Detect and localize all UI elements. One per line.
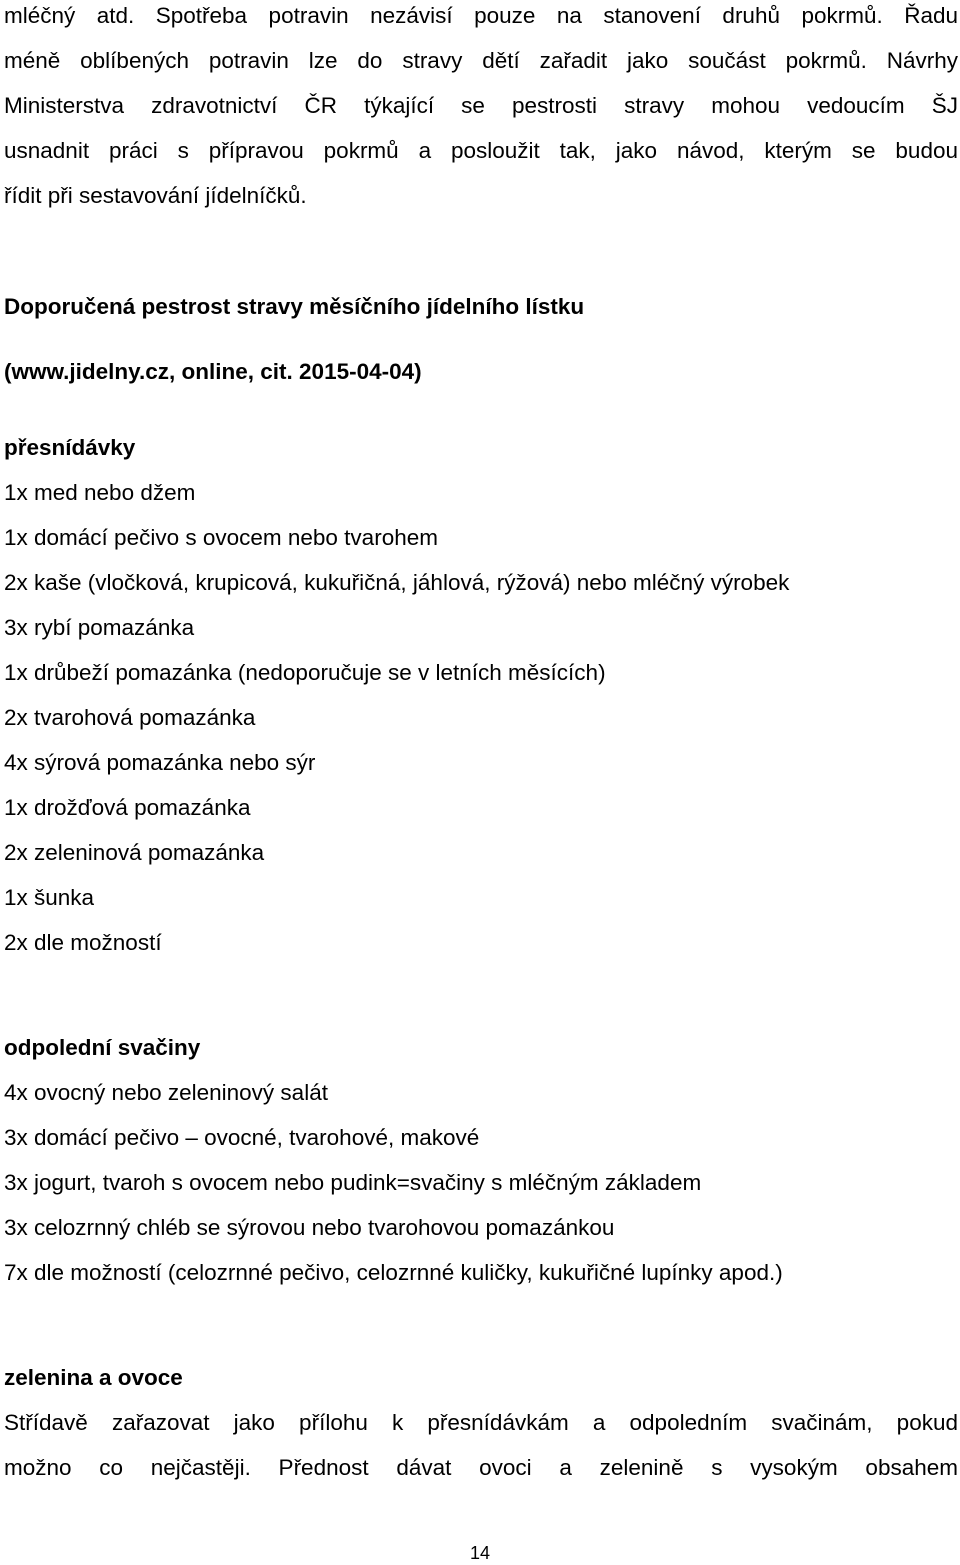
list-item: 3x jogurt, tvaroh s ovocem nebo pudink=svačiny s mléčným základem [4,1170,702,1195]
list-item: 4x sýrová pomazánka nebo sýr [4,750,316,775]
zelenina-ovoce-line-1: Střídavě zařazovat jako přílohu k přesnídávkám a odpoledním svačinám, pokud [4,1410,958,1435]
intro-line-2: méně oblíbených potravin lze do stravy dětí zařadit jako součást pokrmů. Návrhy [4,48,958,73]
zelenina-ovoce-heading: zelenina a ovoce [4,1365,183,1390]
intro-line-5: řídit při sestavování jídelníčků. [4,183,307,208]
intro-line-4: usnadnit práci s přípravou pokrmů a posloužit tak, jako návod, kterým se budou [4,138,958,163]
list-item: 3x domácí pečivo – ovocné, tvarohové, makové [4,1125,480,1150]
list-item: 1x šunka [4,885,95,910]
list-item: 4x ovocný nebo zeleninový salát [4,1080,328,1105]
section-source: (www.jidelny.cz, online, cit. 2015-04-04) [4,359,422,384]
list-item: 3x celozrnný chléb se sýrovou nebo tvarohovou pomazánkou [4,1215,615,1240]
section-title: Doporučená pestrost stravy měsíčního jídelního lístku [4,294,585,319]
list-item: 1x domácí pečivo s ovocem nebo tvarohem [4,525,438,550]
list-item: 2x kaše (vločková, krupicová, kukuřičná, jáhlová, rýžová) nebo mléčný výrobek [4,570,790,595]
intro-line-1: mléčný atd. Spotřeba potravin nezávisí pouze na stanovení druhů pokrmů. Řadu [4,3,958,28]
list-item: 2x dle možností [4,930,162,955]
zelenina-ovoce-line-2: možno co nejčastěji. Přednost dávat ovoci a zelenině s vysokým obsahem [4,1455,958,1480]
list-item: 2x zeleninová pomazánka [4,840,265,865]
presnidavky-heading: přesnídávky [4,435,136,460]
odpoledni-svaciny-heading: odpolední svačiny [4,1035,201,1060]
list-item: 7x dle možností (celozrnné pečivo, celozrnné kuličky, kukuřičné lupínky apod.) [4,1260,783,1285]
list-item: 1x med nebo džem [4,480,196,505]
intro-line-3: Ministerstva zdravotnictví ČR týkající se pestrosti stravy mohou vedoucím ŠJ [4,93,958,118]
list-item: 1x drožďová pomazánka [4,795,251,820]
page-number: 14 [469,1543,491,1563]
list-item: 3x rybí pomazánka [4,615,195,640]
list-item: 2x tvarohová pomazánka [4,705,256,730]
list-item: 1x drůbeží pomazánka (nedoporučuje se v letních měsících) [4,660,606,685]
